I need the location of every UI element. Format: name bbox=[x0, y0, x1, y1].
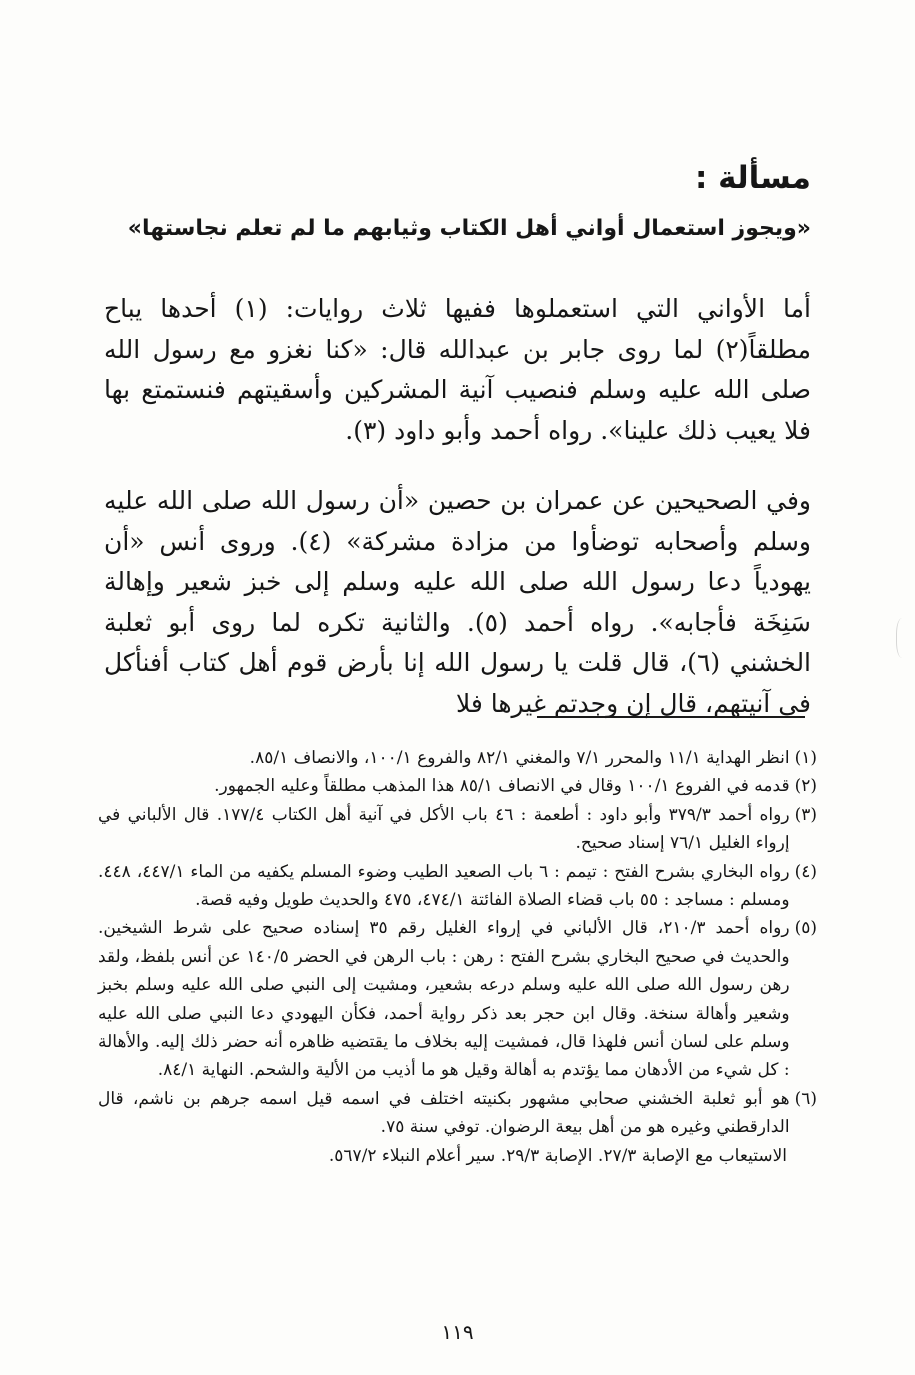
page-number: ١١٩ bbox=[441, 1320, 474, 1344]
footnote-number: (٢) bbox=[794, 776, 817, 797]
footnote-continuation: الاستيعاب مع الإصابة ٢٧/٣. الإصابة ٢٩/٣. سير أعلام النبلاء ٥٦٧/٢. bbox=[328, 1145, 787, 1166]
section-heading: مسألة : bbox=[694, 160, 811, 196]
footnote bbox=[98, 744, 817, 772]
footnote bbox=[98, 858, 817, 915]
footnote bbox=[98, 914, 817, 1084]
footnote-text: هو أبو ثعلبة الخشني صحابي مشهور بكنيته اختلف في اسمه قيل اسمه جرهم بن ناشم، قال الدارقطني وغيره هو من أهل بيعة الرضوان. توفي سنة ٧٥. bbox=[98, 1088, 790, 1138]
footnote-number: (٤) bbox=[794, 861, 817, 882]
footnote bbox=[98, 1085, 817, 1142]
footnote-text: رواه أحمد ٢١٠/٣، قال الألباني في إرواء الغليل رقم ٣٥ إسناده صحيح على شرط الشيخين. والحديث في صحيح البخاري بشرح الفتح : رهن : باب الرهن في الحضر ١٤٠/٥ عن أنس بلفظ، ولقد رهن رسول الله صلى الله عليه وسلم درعه بشعير، ومشيت إلى النبي صلى الله عليه وسلم بخبز وشعير وأهالة سنخة. وقال ابن حجر بعد ذكر رواية أحمد، فكأن اليهودي دعا النبي صلى الله عليه وسلم على لسان أنس فلهذا قال، فمشيت إليه بخلاف ما يقتضيه ظاهره أنه حضر ذلك إليه. والأهالة : كل شيء من الأدهان مما يؤتدم به أهالة وقيل هو ما أذيب من الألية والشحم. النهاية ٨٤/١. bbox=[98, 918, 790, 1081]
quoted-rule-statement: «ويجوز استعمال أواني أهل الكتاب وثيابهم ما لم تعلم نجاستها» bbox=[127, 216, 811, 241]
footnote-separator bbox=[537, 716, 805, 718]
footnotes-block bbox=[98, 744, 817, 1170]
footnote-text: رواه أحمد ٣٧٩/٣ وأبو داود : أطعمة : ٤٦ باب الأكل في آنية أهل الكتاب ١٧٧/٤. قال الألباني في إرواء الغليل ٧٦/١ إسناد صحيح. bbox=[98, 804, 790, 854]
footnote-number: (٣) bbox=[794, 804, 817, 825]
footnote-number: (١) bbox=[794, 748, 817, 768]
footnote bbox=[98, 801, 817, 858]
body-paragraph-1: أما الأواني التي استعملوها ففيها ثلاث روايات: (١) أحدها يباح مطلقاً(٢) لما روى جابر بن عبدالله قال: «كنا نغزو مع رسول الله صلى الله عليه وسلم فنصيب آنية المشركين وأسقيتهم فنستمتع بها فلا يعيب ذلك علينا». رواه أحمد وأبو داود (٣). bbox=[104, 294, 811, 445]
footnote-number: (٥) bbox=[794, 918, 817, 939]
footnote-text: قدمه في الفروع ١٠٠/١ وقال في الانصاف ٨٥/١ هذا المذهب مطلقاً وعليه الجمهور. bbox=[214, 776, 790, 797]
footnote bbox=[98, 772, 817, 800]
footnote-text: رواه البخاري بشرح الفتح : تيمم : ٦ باب الصعيد الطيب وضوء المسلم يكفيه من الماء ٤٤٧/١، ٤٤٨. ومسلم : مساجد : ٥٥ باب قضاء الصلاة الفائتة ٤٧٤/١، ٤٧٥ والحديث طويل وفيه قصة. bbox=[98, 861, 790, 911]
scan-edge-mark bbox=[896, 618, 911, 658]
body-paragraph-2: وفي الصحيحين عن عمران بن حصين «أن رسول الله صلى الله عليه وسلم وأصحابه توضأوا من مزادة مشركة» (٤). وروى أنس «أن يهودياً دعا رسول الله صلى الله عليه وسلم إلى خبز شعير وإهالة سَنِخَة فأجابه». رواه أحمد (٥). والثانية تكره لما روى أبو ثعلبة الخشني (٦)، قال قلت يا رسول الله إنا بأرض قوم أهل كتاب أفنأكل في آنيتهم، قال إن وجدتم غيرها فلا bbox=[104, 486, 812, 718]
footnote-number: (٦) bbox=[794, 1088, 817, 1109]
footnote-text: انظر الهداية ١١/١ والمحرر ٧/١ والمغني ٨٢/١ والفروع ١٠٠/١، والانصاف ٨٥/١. bbox=[249, 748, 790, 768]
